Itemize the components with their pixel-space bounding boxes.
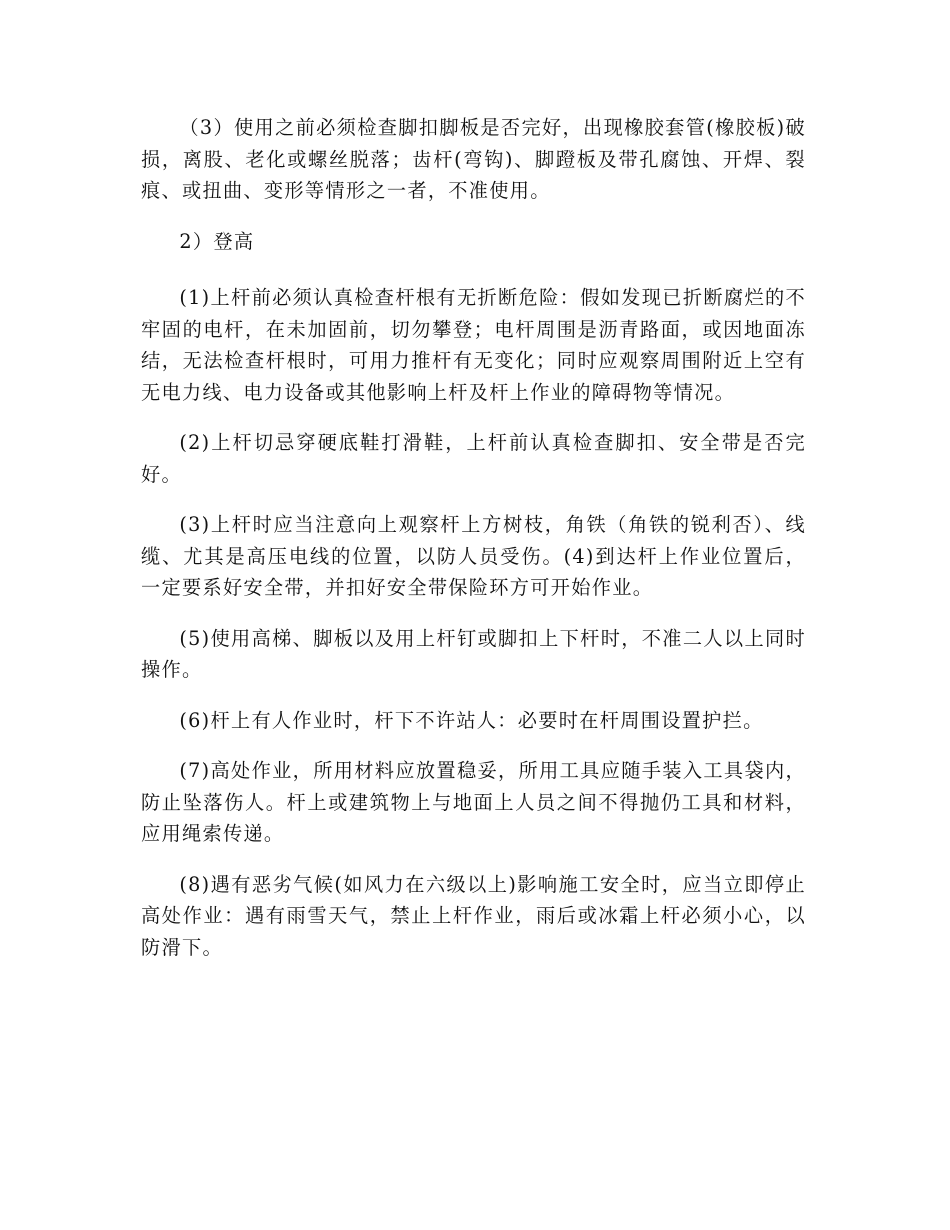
paragraph-rule-6: (6)杆上有人作业时，杆下不许站人：必要时在杆周围设置护拦。	[179, 708, 764, 732]
paragraph-rule-1: (1)上杆前必须认真检查杆根有无折断危险：假如发现已折断腐烂的不牢固的电杆，在未加固前，切勿攀登；电杆周围是沥青路面，或因地面冻结，无法检查杆根时，可用力推杆有无变化；同时应观察周围附近上空有无电力线、电力设备或其他影响上杆及杆上作业的障碍物等情况。	[141, 286, 806, 404]
paragraph-rule-2: (2)上杆切忌穿硬底鞋打滑鞋，上杆前认真检查脚扣、安全带是否完好。	[141, 431, 806, 486]
paragraph-rule-7: (7)高处作业，所用材料应放置稳妥，所用工具应随手装入工具袋内，防止坠落伤人。杆上或建筑物上与地面上人员之间不得抛仍工具和材料，应用绳索传递。	[141, 759, 806, 845]
section-heading-climbing: 2）登高	[179, 229, 255, 253]
document-body	[141, 112, 806, 982]
paragraph-ladder-inspection: （3）使用之前必须检查脚扣脚板是否完好，出现橡胶套管(橡胶板)破损，离股、老化或螺丝脱落；齿杆(弯钩)、脚蹬板及带孔腐蚀、开焊、裂痕、或扭曲、变形等情形之一者，不准使用。	[141, 116, 806, 202]
paragraph-rule-5: (5)使用高梯、脚板以及用上杆钉或脚扣上下杆时，不准二人以上同时操作。	[141, 626, 806, 681]
paragraph-rule-8: (8)遇有恶劣气候(如风力在六级以上)影响施工安全时，应当立即停止高处作业：遇有雨雪天气，禁止上杆作业，雨后或冰霜上杆必须小心，以防滑下。	[141, 872, 806, 959]
paragraph-rule-3-4: (3)上杆时应当注意向上观察杆上方树枝，角铁（角铁的锐利否）、线缆、尤其是高压电线的位置，以防人员受伤。(4)到达杆上作业位置后，一定要系好安全带，并扣好安全带保险环方可开始作业。	[141, 513, 806, 599]
